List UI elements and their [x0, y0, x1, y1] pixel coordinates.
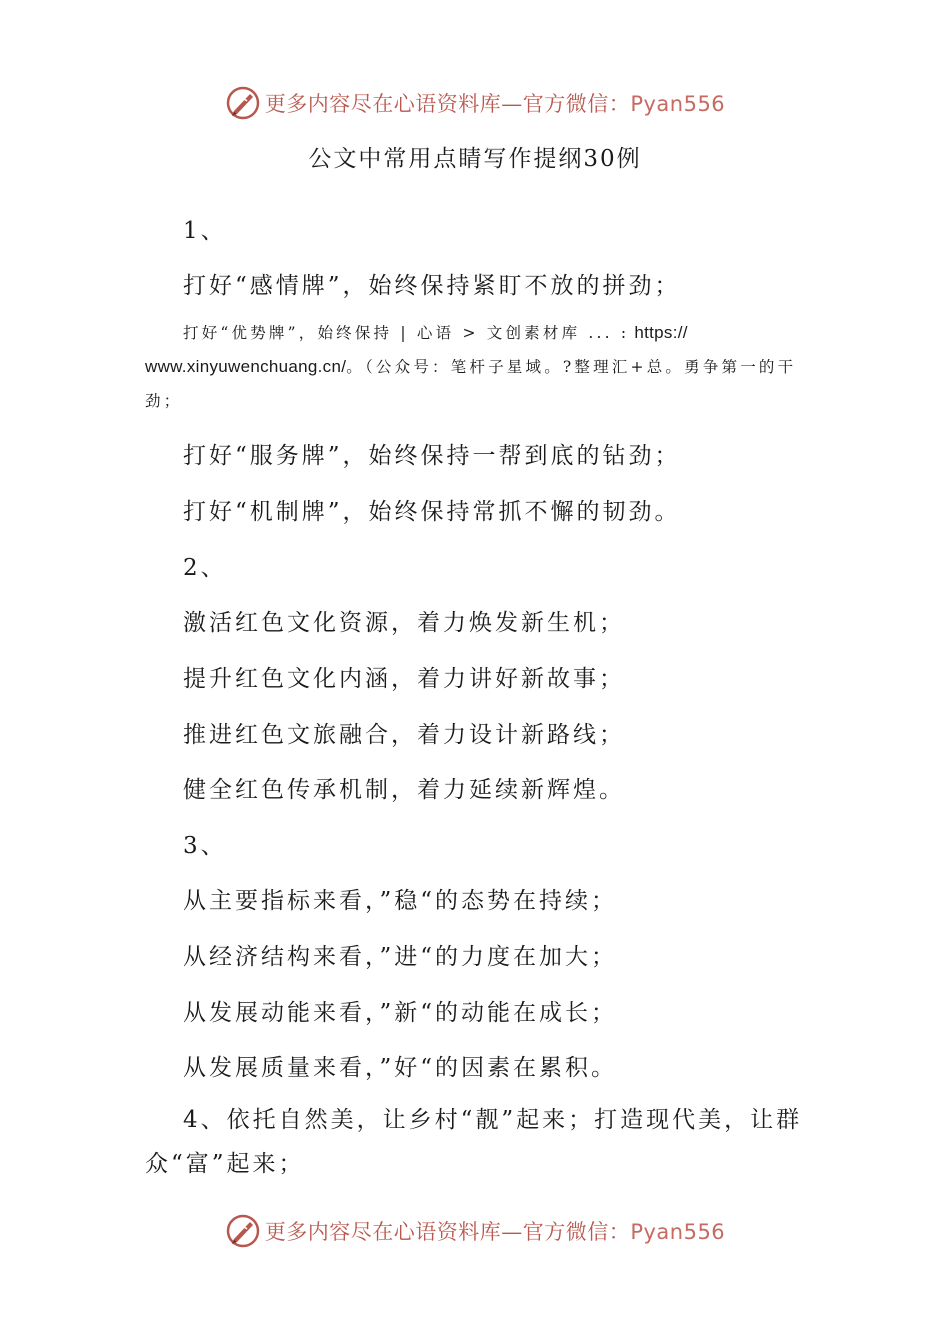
wechat-id: Pyan556 — [630, 1220, 726, 1244]
wechat-id: Pyan556 — [630, 92, 726, 116]
header-watermark-banner — [0, 83, 950, 123]
section-1-line-2: 打好“优势牌”，始终保持 | 心语 > 文创素材库 ... : https:// www.xinyuwenchuang.cn/。（公众号：笔杆子星域。?整理汇+总。勇争第一的干劲； — [145, 323, 797, 410]
section-3-line-4: 从发展质量来看，”好“的因素在累积。 — [183, 1055, 618, 1081]
section-3-number: 3、 — [183, 833, 227, 859]
section-3-line-3: 从发展动能来看，”新“的动能在成长； — [183, 1000, 618, 1026]
section-4-paragraph: 4、依托自然美，让乡村“靓”起来；打造现代美，让群众“富”起来； — [145, 1107, 803, 1177]
document-title: 公文中常用点睛写作提纲30例 — [308, 146, 642, 172]
section-3-line-2: 从经济结构来看，”进“的力度在加大； — [183, 944, 618, 970]
banner-text: 更多内容尽在心语资料库—官方微信：Pyan556 — [264, 92, 726, 116]
section-1-line-3: 打好“服务牌”，始终保持一帮到底的钻劲； — [183, 443, 681, 469]
pen-logo-icon — [225, 1213, 261, 1249]
footer-watermark-banner — [0, 1211, 950, 1251]
section-2-number: 2、 — [183, 555, 227, 581]
section-2-line-2: 提升红色文化内涵，着力讲好新故事； — [183, 666, 625, 692]
pen-logo-icon — [225, 85, 261, 121]
section-1-line-1: 打好“感情牌”，始终保持紧盯不放的拼劲； — [183, 273, 681, 299]
section-3-line-1: 从主要指标来看，”稳“的态势在持续； — [183, 888, 618, 914]
section-2-line-3: 推进红色文旅融合，着力设计新路线； — [183, 722, 625, 748]
section-1-line-4: 打好“机制牌”，始终保持常抓不懈的韧劲。 — [183, 499, 681, 525]
section-2-line-4: 健全红色传承机制，着力延续新辉煌。 — [183, 777, 625, 803]
section-1-number: 1、 — [183, 218, 227, 244]
section-2-line-1: 激活红色文化资源，着力焕发新生机； — [183, 610, 625, 636]
banner-text: 更多内容尽在心语资料库—官方微信：Pyan556 — [264, 1220, 726, 1244]
